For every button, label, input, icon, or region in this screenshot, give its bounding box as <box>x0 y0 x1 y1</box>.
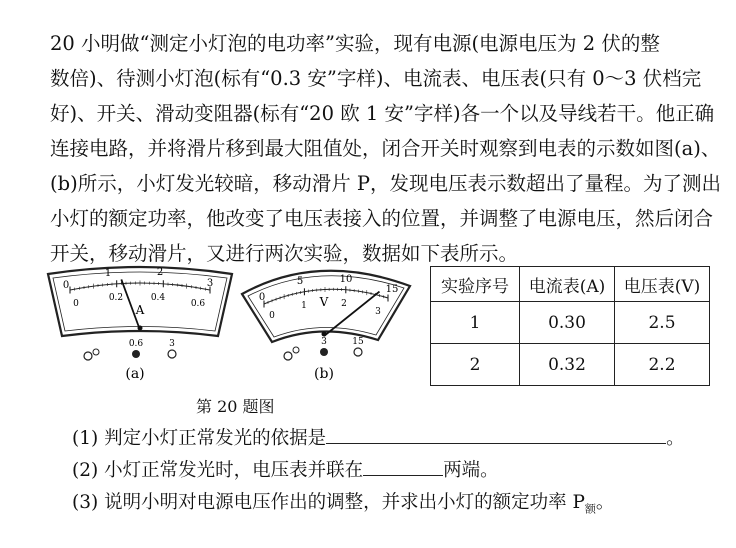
ammeter-outer-label: 1 <box>104 268 112 279</box>
voltmeter-outer-label: 5 <box>296 276 304 287</box>
voltmeter-inner-label: 1 <box>301 301 307 311</box>
data-table <box>430 266 710 386</box>
question-2-text: (2) 小灯正常发光时，电压表并联在 <box>72 460 364 481</box>
voltmeter-terminal-label: 3 <box>321 337 327 347</box>
ammeter-outer-label: 3 <box>206 278 214 289</box>
question-1 <box>72 424 685 450</box>
problem-line: 连接电路，并将滑片移到最大阻值处，闭合开关时观察到电表的示数如图(a)、 <box>50 137 721 160</box>
problem-line: 小灯的额定功率，他改变了电压表接入的位置，并调整了电源电压，然后闭合 <box>50 207 714 230</box>
ammeter-terminal-3 <box>168 350 176 358</box>
voltmeter-terminal-label: 15 <box>352 337 364 347</box>
ammeter-terminal-0.6 <box>132 350 140 358</box>
question-3-subscript: 额 <box>584 502 596 516</box>
voltmeter-terminal-3 <box>320 348 328 356</box>
problem-line: (b)所示，小灯发光较暗，移动滑片 P，发现电压表示数超出了量程。为了测出 <box>50 172 722 195</box>
answer-blank-2[interactable] <box>363 457 443 476</box>
voltmeter-figure <box>238 264 418 384</box>
question-3 <box>72 488 614 517</box>
question-1-end: 。 <box>666 428 685 449</box>
table-header-row <box>431 267 710 302</box>
problem-line: 开关，移动滑片，又进行两次实验，数据如下表所示。 <box>50 242 519 265</box>
table-row <box>431 344 710 386</box>
problem-line: 20 小明做“测定小灯泡的电功率”实验，现有电源(电源电压为 2 伏的整 <box>50 32 660 55</box>
problem-statement <box>50 26 722 271</box>
voltmeter-outer-label: 0 <box>258 292 266 303</box>
voltmeter-unit: V <box>319 295 329 309</box>
question-1-text: (1) 判定小灯正常发光的依据是 <box>72 428 327 449</box>
table-cell: 2.5 <box>615 302 710 344</box>
answer-blank-1[interactable] <box>326 425 666 444</box>
ammeter-inner-label: 0 <box>73 299 79 309</box>
ammeter-terminal-neg <box>84 349 99 360</box>
table-header: 电压表(V) <box>615 267 710 302</box>
voltmeter-inner-label: 3 <box>375 307 381 317</box>
voltmeter-pivot <box>322 332 327 337</box>
question-3-end: 。 <box>595 492 615 513</box>
ammeter-caption: (a) <box>125 366 145 382</box>
voltmeter-caption: (b) <box>314 366 334 382</box>
table-cell: 0.30 <box>520 302 615 344</box>
question-2 <box>72 456 499 482</box>
ammeter-terminal-label: 3 <box>169 339 175 349</box>
ammeter-outer-label: 0 <box>62 280 70 291</box>
ammeter-figure <box>40 264 240 384</box>
table-cell: 2 <box>431 344 520 386</box>
ammeter-unit: A <box>135 303 145 317</box>
voltmeter-inner-label: 2 <box>341 299 347 309</box>
table-header: 实验序号 <box>431 267 520 302</box>
problem-line: 好)、开关、滑动变阻器(标有“20 欧 1 安”字样)各一个以及导线若干。他正确 <box>50 102 715 125</box>
table-header: 电流表(A) <box>520 267 615 302</box>
question-2-end: 两端。 <box>443 460 499 481</box>
voltmeter-terminal-15 <box>354 348 362 356</box>
ammeter-terminal-label: 0.6 <box>128 339 144 349</box>
ammeter-inner-label: 0.6 <box>190 299 206 309</box>
ammeter-inner-label: 0.4 <box>150 293 166 303</box>
voltmeter-outer-label: 10 <box>339 274 353 285</box>
ammeter-pivot <box>138 326 143 331</box>
voltmeter-terminal-neg <box>284 347 299 360</box>
table-cell: 1 <box>431 302 520 344</box>
table-cell: 2.2 <box>615 344 710 386</box>
ammeter-outer-label: 2 <box>156 267 164 278</box>
voltmeter-inner-label: 0 <box>269 311 275 321</box>
voltmeter-outer-label: 15 <box>385 284 399 295</box>
ammeter-inner-label: 0.2 <box>108 293 124 303</box>
question-3-text: (3) 说明小明对电源电压作出的调整，并求出小灯的额定功率 P <box>72 492 585 513</box>
table-row <box>431 302 710 344</box>
figure-caption: 第 20 题图 <box>196 397 275 416</box>
problem-line: 数倍)、待测小灯泡(标有“0.3 安”字样)、电流表、电压表(只有 0～3 伏档完 <box>50 67 702 90</box>
table-cell: 0.32 <box>520 344 615 386</box>
